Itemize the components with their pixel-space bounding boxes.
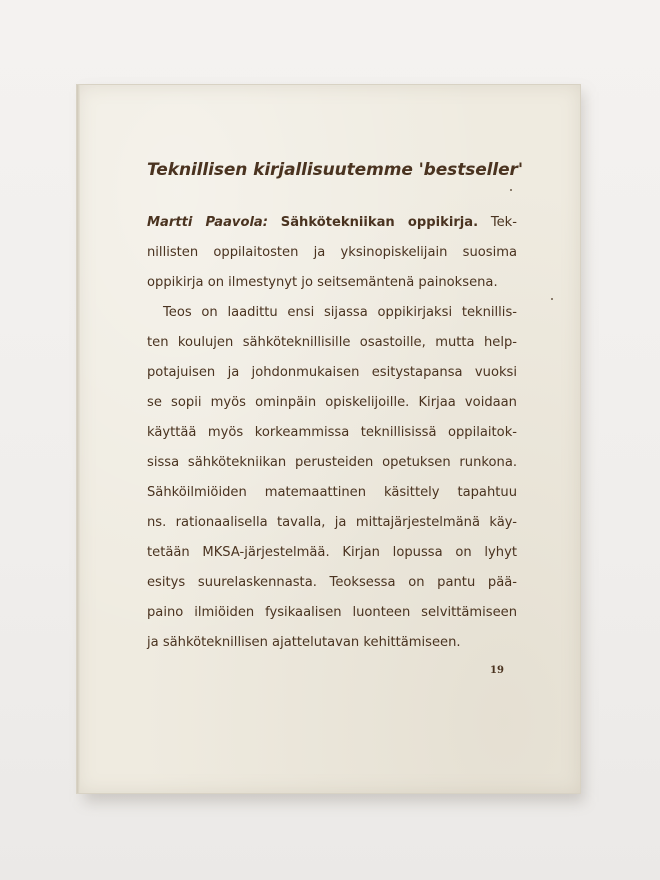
body-text — [147, 208, 517, 658]
booklet-edge — [77, 85, 80, 793]
paragraph-2-line: ten koulujen sähköteknillisille osastoille, mutta help- — [147, 335, 517, 350]
paragraph-2-line: tetään MKSA-järjestelmää. Kirjan lopussa on lyhyt — [147, 545, 517, 560]
paragraph-2-line: ns. rationaalisella tavalla, ja mittajärjestelmänä käy- — [147, 515, 517, 530]
paper-speck — [510, 189, 512, 191]
heading: Teknillisen kirjallisuutemme 'bestseller' — [147, 160, 523, 180]
paragraph-2-line: Teos on laadittu ensi sijassa oppikirjaksi teknillis- — [163, 305, 517, 320]
booklet-back-cover — [76, 84, 581, 794]
paragraph-2-line: esitys suurelaskennasta. Teoksessa on pantu pää- — [147, 575, 517, 590]
paragraph-2-line: Sähköilmiöiden matemaattinen käsittely tapahtuu — [147, 485, 517, 500]
paragraph-2-line: sissa sähkötekniikan perusteiden opetuksen runkona. — [147, 455, 517, 470]
author-name: Martti Paavola: — [147, 215, 269, 230]
page-number: 19 — [490, 665, 504, 676]
paragraph-2-line: käyttää myös korkeammissa teknillisissä oppilaitok- — [147, 425, 517, 440]
book-title: Sähkötekniikan oppikirja. — [280, 215, 479, 230]
paragraph-1-line-1 — [147, 208, 517, 238]
paragraph-2-line: se sopii myös ominpäin opiskelijoille. Kirjaa voidaan — [147, 395, 517, 410]
paragraph-2-line: paino ilmiöiden fysikaalisen luonteen selvittämiseen — [147, 605, 517, 620]
paragraph-1-line-3: oppikirja on ilmestynyt jo seitsemäntenä painoksena. — [147, 275, 498, 290]
paragraph-2-line: ja sähköteknillisen ajattelutavan kehittämiseen. — [147, 635, 461, 650]
paragraph-1-line-2: nillisten oppilaitosten ja yksinopiskelijain suosima — [147, 245, 517, 260]
paragraph-1-line-1-rest: Tek- — [490, 215, 517, 230]
paragraph-2-line: potajuisen ja johdonmukaisen esitystapansa vuoksi — [147, 365, 517, 380]
paper-speck — [551, 298, 553, 300]
